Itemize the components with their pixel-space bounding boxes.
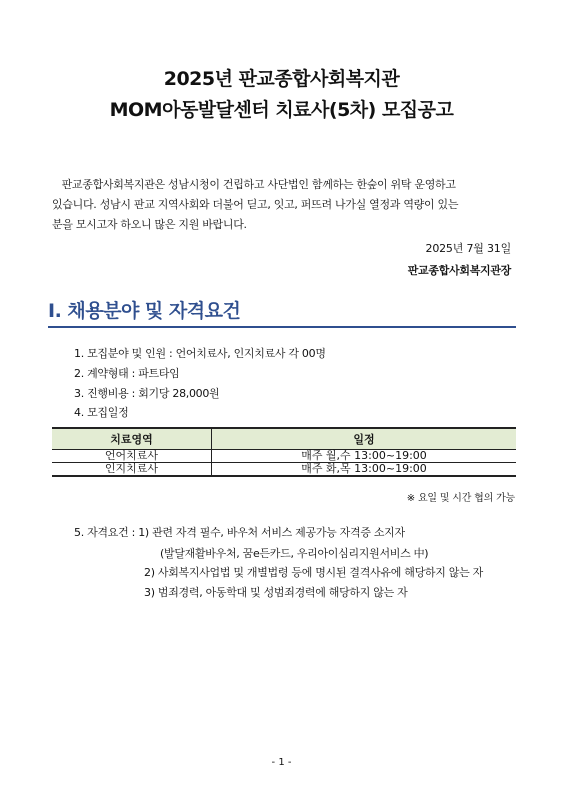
intro-line-2: 있습니다. 성남시 판교 지역사회와 더불어 딛고, 잇고, 퍼뜨려 나가실 열정과 역량이 있는 xyxy=(52,198,459,211)
title-line-1: 2025년 판교종합사회복지관 xyxy=(163,68,400,90)
cell-schedule: 매주 화,목 13:00~19:00 xyxy=(212,463,517,477)
table-row xyxy=(52,463,516,477)
table-header-row xyxy=(52,428,516,450)
section-header xyxy=(48,296,516,328)
signer: 판교종합사회복지관장 xyxy=(407,264,511,277)
cell-schedule: 매주 월,수 13:00~19:00 xyxy=(212,450,517,463)
intro-paragraph xyxy=(52,175,512,235)
section-title: Ⅰ. 채용분야 및 자격요건 xyxy=(48,300,241,322)
table-row xyxy=(52,450,516,463)
requirement-1-detail: (발달재활바우처, 꿈e든카드, 우리아이심리지원서비스 中) xyxy=(160,547,429,560)
header-schedule: 일정 xyxy=(212,428,517,450)
schedule-table xyxy=(52,427,516,477)
requirement-1: 5. 자격요건 : 1) 관련 자격 필수, 바우처 서비스 제공가능 자격증 소지자 xyxy=(74,526,405,539)
title-line-2: MOM아동발달센터 치료사(5차) 모집공고 xyxy=(109,99,454,121)
intro-line-1: 판교종합사회복지관은 성남시청이 건립하고 사단법인 함께하는 한숲이 위탁 운영하고 xyxy=(61,178,456,191)
cell-area: 인지치료사 xyxy=(52,463,212,477)
requirement-2: 2) 사회복지사업법 및 개별법령 등에 명시된 결격사유에 해당하지 않는 자 xyxy=(144,566,483,579)
notice-date: 2025년 7월 31일 xyxy=(425,242,511,255)
item-schedule: 4. 모집일정 xyxy=(74,406,129,419)
item-recruit-field: 1. 모집분야 및 인원 : 언어치료사, 인지치료사 각 00명 xyxy=(74,347,326,360)
item-session-fee: 3. 진행비용 : 회기당 28,000원 xyxy=(74,387,220,400)
intro-line-3: 분을 모시고자 하오니 많은 지원 바랍니다. xyxy=(52,218,247,231)
header-area: 치료영역 xyxy=(52,428,212,450)
table-note: ※ 요일 및 시간 협의 가능 xyxy=(406,493,515,504)
requirement-3: 3) 범죄경력, 아동학대 및 성범죄경력에 해당하지 않는 자 xyxy=(144,586,408,599)
cell-area: 언어치료사 xyxy=(52,450,212,463)
item-contract-type: 2. 계약형태 : 파트타임 xyxy=(74,367,180,380)
page-number: - 1 - xyxy=(271,757,292,768)
